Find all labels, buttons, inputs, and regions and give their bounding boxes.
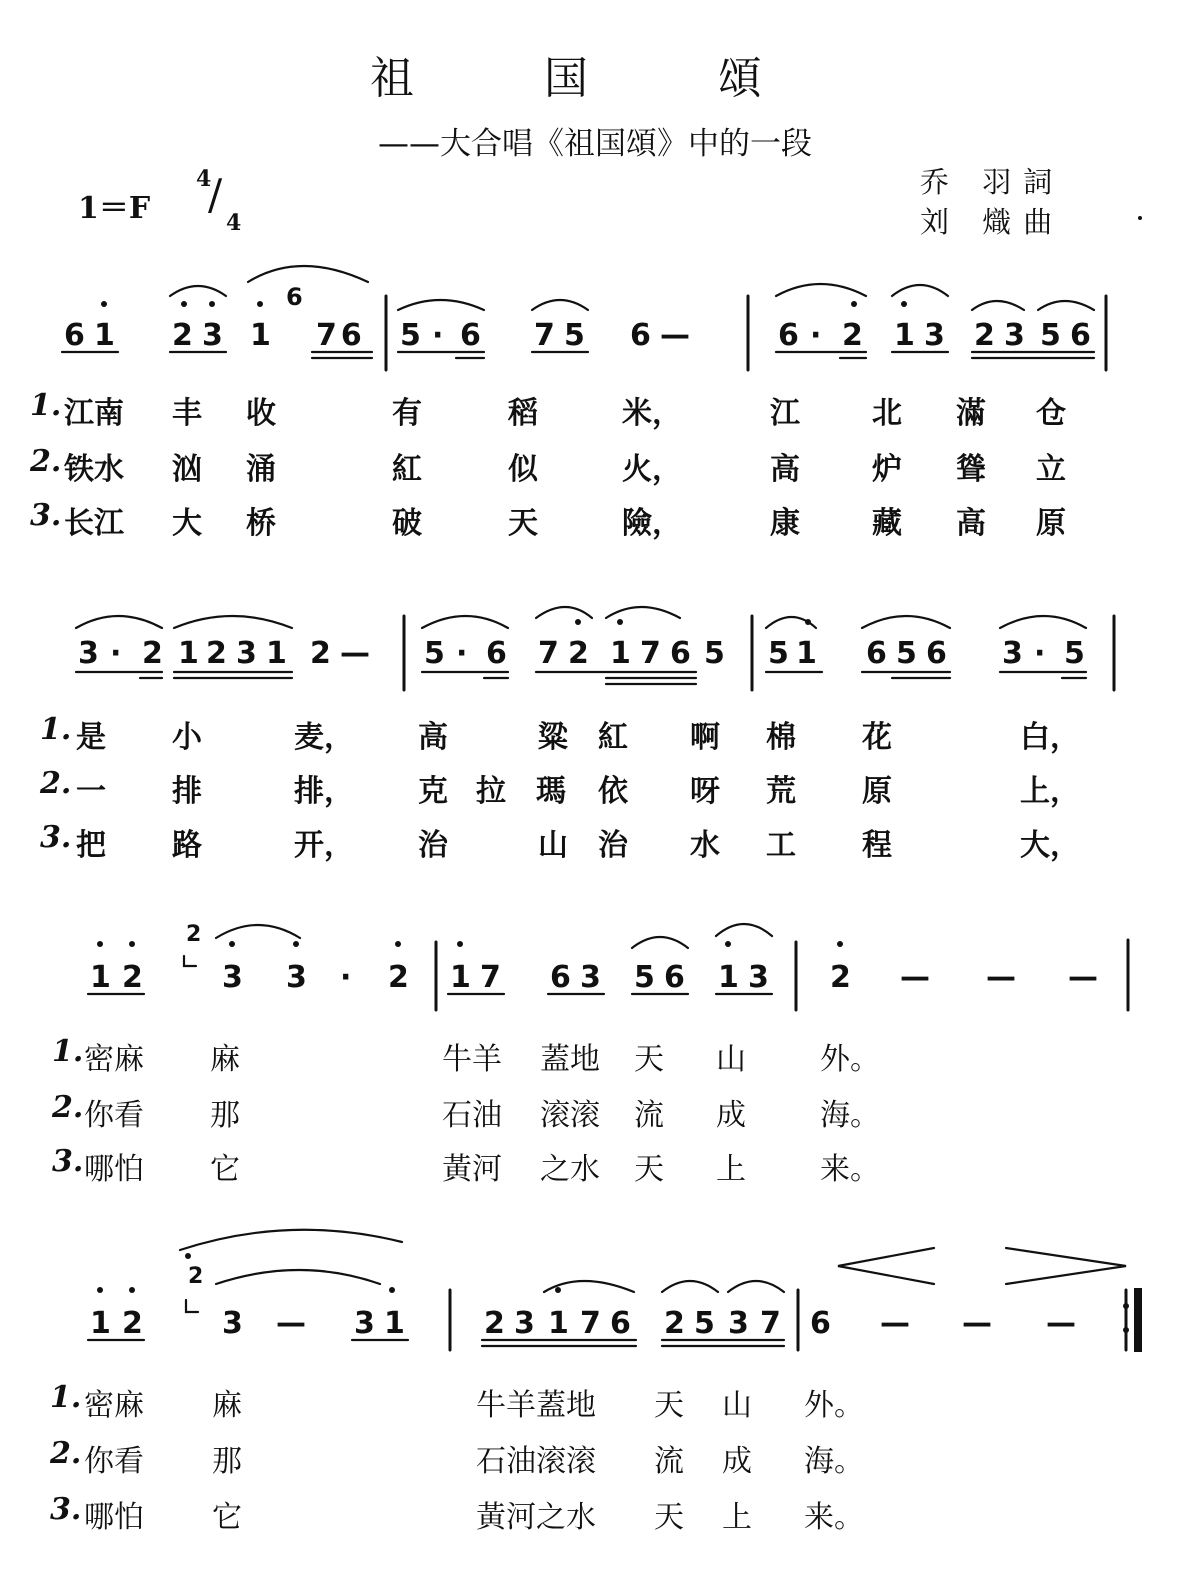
lyric-word: 上: [722, 1500, 752, 1535]
lyric-word: 似: [508, 452, 538, 487]
note: 5: [768, 636, 789, 671]
lyric-word: 排: [172, 774, 202, 809]
note: 2: [974, 318, 995, 353]
octave-dot: [389, 1287, 395, 1293]
lyric-word: 那: [212, 1444, 242, 1479]
lyric-word: 粱: [538, 720, 568, 755]
octave-dot: [229, 941, 235, 947]
slur: [632, 937, 688, 948]
lyric-word: 密麻: [84, 1388, 144, 1423]
lyric-word: 密麻: [84, 1042, 144, 1077]
octave-dot: [185, 1253, 191, 1259]
dot: ·: [432, 318, 444, 353]
slur: [216, 925, 300, 938]
song-title: 祖 国 頌: [370, 53, 820, 104]
octave-dot: [209, 301, 215, 307]
lyric-word: 上: [716, 1152, 746, 1187]
verse-number: 3.: [30, 498, 62, 533]
dot: ·: [810, 318, 822, 353]
note: 1: [250, 318, 271, 353]
note: 6: [610, 1306, 631, 1341]
note: 6: [460, 318, 481, 353]
note: 6: [486, 636, 507, 671]
grace-hook: [184, 956, 196, 966]
verse-number: 2.: [50, 1436, 82, 1471]
verse-number: 2.: [52, 1090, 84, 1125]
note: 2: [206, 636, 227, 671]
lyric-word: 米，: [622, 396, 682, 431]
note: 1: [450, 960, 471, 995]
lyric-word: 麻: [210, 1042, 240, 1077]
octave-dot: [457, 941, 463, 947]
note: 1: [90, 1306, 111, 1341]
slur: [248, 266, 368, 282]
lyric-word: 开，: [294, 828, 354, 863]
lyric-word: 天: [654, 1500, 684, 1535]
lyric-word: 石油滚滚: [476, 1444, 596, 1479]
lyric-word: 北: [872, 396, 902, 431]
lyric-word: 花: [862, 720, 892, 755]
verse-number: 3.: [50, 1492, 82, 1527]
octave-dot: [575, 619, 581, 625]
note: 1: [894, 318, 915, 353]
octave-dot: [101, 301, 107, 307]
lyric-word: 炉: [872, 452, 902, 487]
note: 1: [384, 1306, 405, 1341]
lyric-word: 是: [76, 720, 106, 755]
note: 2: [664, 1306, 685, 1341]
note: 7: [480, 960, 501, 995]
octave-dot: [181, 301, 187, 307]
lyric-word: 流: [634, 1098, 664, 1133]
note: 5: [1040, 318, 1061, 353]
lyric-word: 桥: [246, 506, 276, 541]
slur: [180, 1230, 402, 1250]
lyric-word: 高: [418, 720, 448, 755]
note: 2: [122, 960, 143, 995]
slur: [972, 301, 1024, 310]
lyric-word: 大，: [1020, 828, 1080, 863]
lyric-word: 哪怕: [84, 1500, 144, 1535]
slur: [862, 616, 950, 628]
key-signature: 1＝F: [78, 191, 151, 226]
slur: [606, 607, 680, 618]
dash: —: [1046, 1306, 1076, 1341]
dash: —: [880, 1306, 910, 1341]
lyric-word: 收: [246, 396, 276, 431]
lyric-word: 你看: [84, 1444, 144, 1479]
lyric-word: 依: [598, 774, 628, 809]
lyric-word: 海。: [804, 1444, 864, 1479]
note: 1: [94, 318, 115, 353]
lyric-word: 治: [598, 828, 628, 863]
note: 7: [580, 1306, 601, 1341]
lyric-word: 瑪: [536, 774, 566, 809]
lyric-word: 外。: [820, 1042, 880, 1077]
octave-dot: [97, 941, 103, 947]
slur: [1000, 616, 1086, 628]
verse-number: 2.: [30, 444, 62, 479]
note: 6: [810, 1306, 831, 1341]
dash: —: [340, 636, 370, 671]
verse-number: 3.: [52, 1144, 84, 1179]
slur: [892, 285, 948, 296]
lyric-word: 成: [716, 1098, 746, 1133]
octave-dot: [617, 619, 623, 625]
lyric-word: 丰: [172, 396, 202, 431]
note: 5: [400, 318, 421, 353]
note: 2: [142, 636, 163, 671]
slur: [398, 300, 484, 310]
grace-note: 6: [286, 283, 303, 311]
note: 7: [640, 636, 661, 671]
time-sig-slash: /: [208, 170, 223, 219]
note: 7: [534, 318, 555, 353]
lyric-word: 立: [1036, 452, 1066, 487]
lyric-word: 大: [172, 506, 202, 541]
note: 2: [172, 318, 193, 353]
octave-dot: [97, 1287, 103, 1293]
octave-dot: [837, 941, 843, 947]
slur: [216, 1270, 380, 1284]
dot: ·: [340, 960, 352, 995]
note: 1: [90, 960, 111, 995]
note: 6: [670, 636, 691, 671]
slur: [532, 300, 588, 310]
lyric-word: 險，: [622, 506, 682, 541]
lyric-word: 滿: [956, 396, 986, 431]
slur: [174, 616, 292, 628]
note: 3: [728, 1306, 749, 1341]
note: 6: [664, 960, 685, 995]
dash: —: [962, 1306, 992, 1341]
octave-dot: [555, 1287, 561, 1293]
slur: [422, 616, 508, 628]
lyric-word: 啊: [690, 720, 720, 755]
lyric-word: 水: [690, 828, 720, 863]
crescendo-hairpin: [838, 1248, 934, 1284]
note: 5: [424, 636, 445, 671]
dash: —: [986, 960, 1016, 995]
lyric-word: 海。: [820, 1098, 880, 1133]
lyric-word: 江南: [64, 396, 124, 431]
dash: —: [1068, 960, 1098, 995]
dash: —: [660, 318, 690, 353]
lyric-word: 天: [634, 1152, 664, 1187]
lyric-word: 成: [722, 1444, 752, 1479]
lyric-word: 荒: [766, 774, 796, 809]
lyric-word: 拉: [476, 774, 506, 809]
lyric-word: 你看: [84, 1098, 144, 1133]
lyric-word: 长江: [64, 506, 124, 541]
lyric-word: 克: [418, 774, 448, 809]
note: 5: [694, 1306, 715, 1341]
lyric-word: 山: [716, 1042, 746, 1077]
octave-dot: [129, 1287, 135, 1293]
lyric-word: 呀: [690, 774, 720, 809]
note: 6: [64, 318, 85, 353]
lyric-word: 汹: [172, 452, 202, 487]
note: 6: [778, 318, 799, 353]
octave-dot: [901, 301, 907, 307]
note: 3: [222, 960, 243, 995]
note: 5: [896, 636, 917, 671]
note: 5: [704, 636, 725, 671]
lyric-word: 白，: [1020, 720, 1080, 755]
note: 5: [1064, 636, 1085, 671]
note: 3: [748, 960, 769, 995]
composer-credit: 刘 熾曲: [920, 205, 1065, 239]
note: 3: [236, 636, 257, 671]
lyric-word: 小: [172, 720, 202, 755]
lyric-word: 一: [76, 774, 106, 809]
note: 3: [1002, 636, 1023, 671]
lyric-word: 来。: [820, 1152, 880, 1187]
lyric-word: 高: [956, 506, 986, 541]
verse-number: 1.: [50, 1380, 82, 1415]
lyric-word: 麻: [212, 1388, 242, 1423]
lyric-word: 蓋地: [540, 1042, 600, 1077]
note: 7: [760, 1306, 781, 1341]
lyric-word: 牛羊: [442, 1042, 502, 1077]
lyric-word: 紅: [392, 452, 422, 487]
note: 2: [830, 960, 851, 995]
note: 1: [548, 1306, 569, 1341]
note: 2: [568, 636, 589, 671]
time-sig-numerator: 4: [196, 166, 212, 192]
note: 1: [178, 636, 199, 671]
slur: [716, 924, 772, 936]
note: 6: [630, 318, 651, 353]
lyric-word: 把: [76, 828, 106, 863]
lyric-word: 棉: [766, 720, 796, 755]
note: 3: [924, 318, 945, 353]
lyric-word: 牛羊蓋地: [476, 1388, 596, 1423]
note: 6: [926, 636, 947, 671]
octave-dot: [293, 941, 299, 947]
slur: [776, 284, 866, 296]
lyric-word: 江: [770, 396, 800, 431]
lyric-word: 仓: [1036, 396, 1066, 431]
stray-mark: [1138, 216, 1142, 220]
note: 1: [610, 636, 631, 671]
lyricist-credit: 乔 羽詞: [920, 165, 1065, 199]
octave-dot: [725, 941, 731, 947]
note: 7: [538, 636, 559, 671]
note: 1: [266, 636, 287, 671]
note: 2: [388, 960, 409, 995]
time-sig-denominator: 4: [226, 210, 242, 236]
lyric-word: 哪怕: [84, 1152, 144, 1187]
lyric-word: 康: [770, 506, 800, 541]
song-subtitle: ——大合唱《祖国頌》中的一段: [378, 126, 812, 162]
verse-number: 1.: [52, 1034, 84, 1069]
grace-note: 2: [188, 1264, 204, 1289]
note: 5: [564, 318, 585, 353]
lyric-word: 藏: [872, 506, 902, 541]
note: 3: [202, 318, 223, 353]
dot: ·: [1034, 636, 1046, 671]
lyric-word: 天: [634, 1042, 664, 1077]
lyric-word: 滚滚: [540, 1098, 600, 1133]
lyric-word: 紅: [598, 720, 628, 755]
lyric-word: 山: [538, 828, 568, 863]
note: 3: [1004, 318, 1025, 353]
note: 2: [842, 318, 863, 353]
repeat-dot: [1123, 1327, 1129, 1333]
note: 3: [222, 1306, 243, 1341]
decrescendo-hairpin: [1006, 1248, 1126, 1284]
octave-dot: [851, 301, 857, 307]
lyric-word: 涌: [246, 452, 276, 487]
lyric-word: 黃河之水: [476, 1500, 596, 1535]
dash: —: [900, 960, 930, 995]
note: 3: [354, 1306, 375, 1341]
lyric-word: 路: [172, 828, 202, 863]
lyric-word: 治: [418, 828, 448, 863]
verse-number: 1.: [30, 388, 62, 423]
verse-number: 2.: [40, 766, 72, 801]
slur: [170, 286, 226, 296]
final-barline: [1134, 1288, 1142, 1352]
note: 1: [718, 960, 739, 995]
note: 3: [286, 960, 307, 995]
slur: [536, 607, 592, 618]
lyric-word: 破: [392, 506, 422, 541]
note: 2: [122, 1306, 143, 1341]
note: 5: [634, 960, 655, 995]
lyric-word: 上，: [1020, 774, 1080, 809]
lyric-word: 它: [210, 1152, 240, 1187]
lyric-word: 来。: [804, 1500, 864, 1535]
lyric-word: 铁水: [64, 452, 124, 487]
lyric-word: 天: [654, 1388, 684, 1423]
octave-dot: [395, 941, 401, 947]
note: 3: [580, 960, 601, 995]
lyric-word: 那: [210, 1098, 240, 1133]
note: 6: [550, 960, 571, 995]
lyric-word: 石油: [442, 1098, 502, 1133]
octave-dot: [257, 301, 263, 307]
lyric-word: 稻: [508, 396, 538, 431]
note: 76: [316, 318, 366, 353]
dot: ·: [456, 636, 468, 671]
lyric-word: 排，: [294, 774, 354, 809]
lyric-word: 麦，: [294, 720, 354, 755]
lyric-word: 外。: [804, 1388, 864, 1423]
grace-hook: [186, 1300, 198, 1312]
lyric-word: 之水: [540, 1152, 600, 1187]
octave-dot: [805, 619, 811, 625]
note: 6: [1070, 318, 1091, 353]
grace-note: 2: [186, 922, 202, 947]
slur: [728, 1281, 784, 1292]
lyric-word: 工: [766, 828, 796, 863]
note: 2: [310, 636, 331, 671]
note: 1: [796, 636, 817, 671]
slur: [662, 1281, 718, 1292]
lyric-word: 火，: [622, 452, 682, 487]
lyric-word: 高: [770, 452, 800, 487]
dash: —: [276, 1306, 306, 1341]
note: 3: [78, 636, 99, 671]
lyric-word: 原: [1036, 506, 1066, 541]
lyric-word: 原: [862, 774, 892, 809]
lyric-word: 程: [862, 828, 892, 863]
lyric-word: 天: [508, 506, 538, 541]
note: 6: [866, 636, 887, 671]
verse-number: 1.: [40, 712, 72, 747]
slur: [1038, 301, 1094, 310]
lyric-word: 山: [722, 1388, 752, 1423]
slur: [76, 616, 162, 628]
dot: ·: [110, 636, 122, 671]
note: 3: [514, 1306, 535, 1341]
octave-dot: [129, 941, 135, 947]
lyric-word: 聳: [956, 452, 986, 487]
repeat-dot: [1123, 1303, 1129, 1309]
lyric-word: 流: [654, 1444, 684, 1479]
verse-number: 3.: [40, 820, 72, 855]
note: 2: [484, 1306, 505, 1341]
lyric-word: 有: [392, 396, 422, 431]
lyric-word: 黃河: [442, 1152, 502, 1187]
lyric-word: 它: [212, 1500, 242, 1535]
